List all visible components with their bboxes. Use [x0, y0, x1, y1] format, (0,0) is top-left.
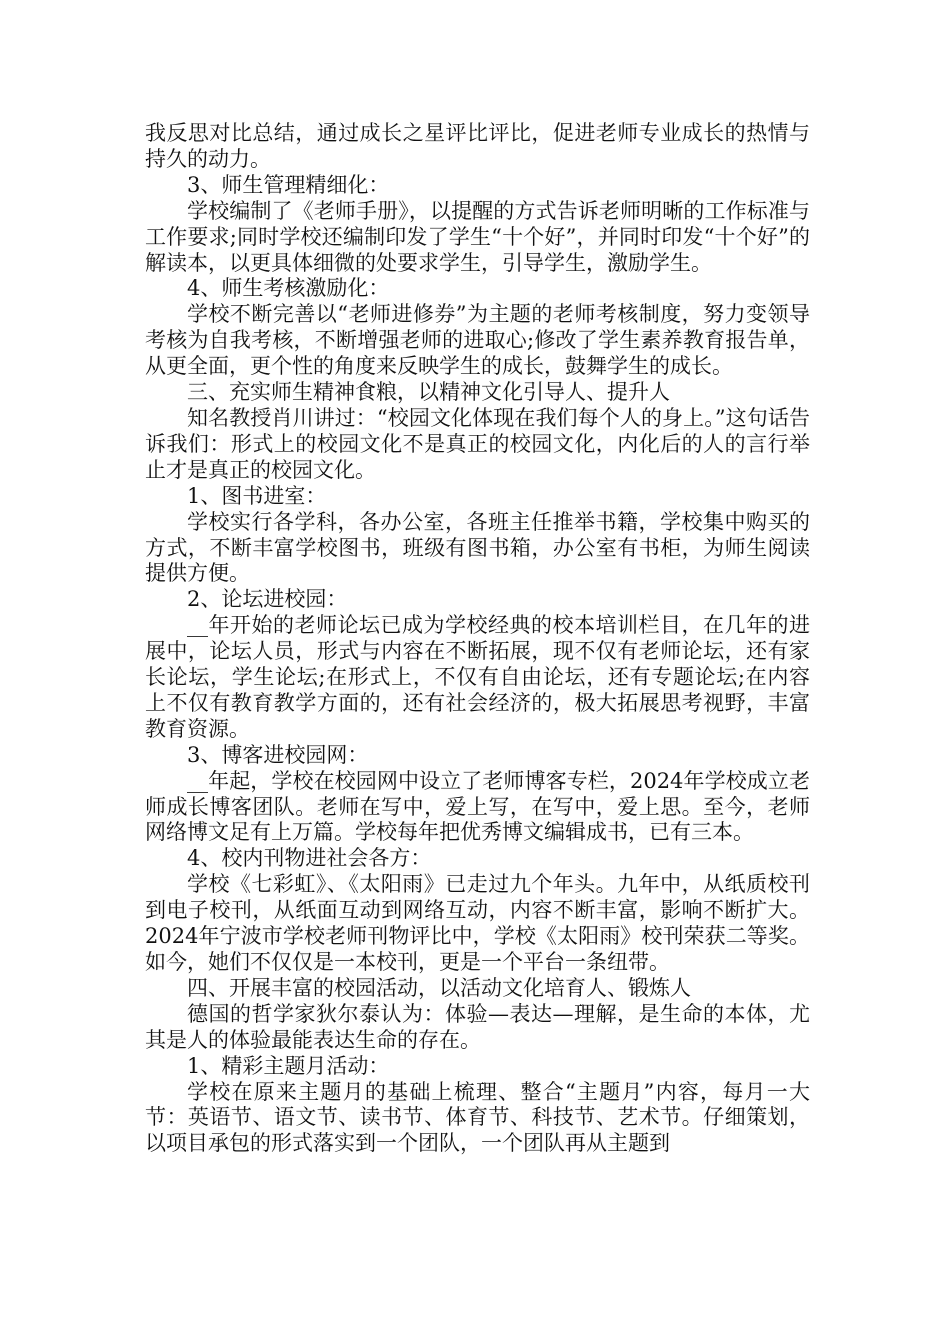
- section-heading: 4、校内刊物进社会各方：: [187, 846, 432, 871]
- section-heading: 1、精彩主题月活动：: [187, 1053, 390, 1078]
- section-heading: 4、师生考核激励化：: [187, 276, 390, 301]
- document-page: [145, 121, 810, 1157]
- section-heading: 四、开展丰富的校园活动，以活动文化培育人、锻炼人: [187, 975, 691, 1000]
- section-heading: 三、充实师生精神食粮，以精神文化引导人、提升人: [187, 380, 670, 405]
- body-paragraph: 学校《七彩虹》、《太阳雨》已走过九个年头。九年中，从纸质校刊到电子校刊，从纸面互动到网络互动，内容不断丰富，影响不断扩大。2024年宁波市学校老师刊物评比中，学校《太阳雨》校刊荣获二等奖。如今，她们不仅仅是一本校刊，更是一个平台一条纽带。: [145, 872, 810, 974]
- section-heading: 3、博客进校园网：: [187, 742, 369, 767]
- body-paragraph: 学校在原来主题月的基础上梳理、整合“主题月”内容，每月一大节：英语节、语文节、读书节、体育节、科技节、艺术节。仔细策划，以项目承包的形式落实到一个团队，一个团队再从主题到: [145, 1079, 810, 1156]
- body-paragraph: __年开始的老师论坛已成为学校经典的校本培训栏目，在几年的进展中，论坛人员，形式与内容在不断拓展，现不仅有老师论坛，还有家长论坛，学生论坛;在形式上，不仅有自由论坛，还有专题论坛;在内容上不仅有教育教学方面的，还有社会经济的，极大拓展思考视野，丰富教育资源。: [145, 613, 810, 741]
- section-heading: 2、论坛进校园：: [187, 587, 348, 612]
- paragraph-continuation: 我反思对比总结，通过成长之星评比评比，促进老师专业成长的热情与持久的动力。: [145, 121, 810, 171]
- body-paragraph: 学校实行各学科，各办公室，各班主任推举书籍，学校集中购买的方式，不断丰富学校图书，班级有图书箱，办公室有书柜，为师生阅读提供方便。: [145, 509, 810, 586]
- body-paragraph: 学校编制了《老师手册》，以提醒的方式告诉老师明晰的工作标准与工作要求;同时学校还编制印发了学生“十个好”，并同时印发“十个好”的解读本，以更具体细微的处要求学生，引导学生，激励学生。: [145, 198, 810, 275]
- section-heading: 1、图书进室：: [187, 483, 327, 508]
- body-paragraph: 学校不断完善以“老师进修券”为主题的老师考核制度，努力变领导考核为自我考核，不断增强老师的进取心;修改了学生素养教育报告单，从更全面，更个性的角度来反映学生的成长，鼓舞学生的成长。: [145, 302, 810, 379]
- body-paragraph: __年起，学校在校园网中设立了老师博客专栏，2024年学校成立老师成长博客团队。老师在写中，爱上写，在写中，爱上思。至今，老师网络博文足有上万篇。学校每年把优秀博文编辑成书，已有三本。: [145, 768, 810, 845]
- body-paragraph: 德国的哲学家狄尔泰认为：体验—表达—理解，是生命的本体，尤其是人的体验最能表达生命的存在。: [145, 1001, 810, 1052]
- section-heading: 3、师生管理精细化：: [187, 172, 390, 197]
- body-paragraph: 知名教授肖川讲过：“校园文化体现在我们每个人的身上。”这句话告诉我们：形式上的校园文化不是真正的校园文化，内化后的人的言行举止才是真正的校园文化。: [145, 405, 810, 482]
